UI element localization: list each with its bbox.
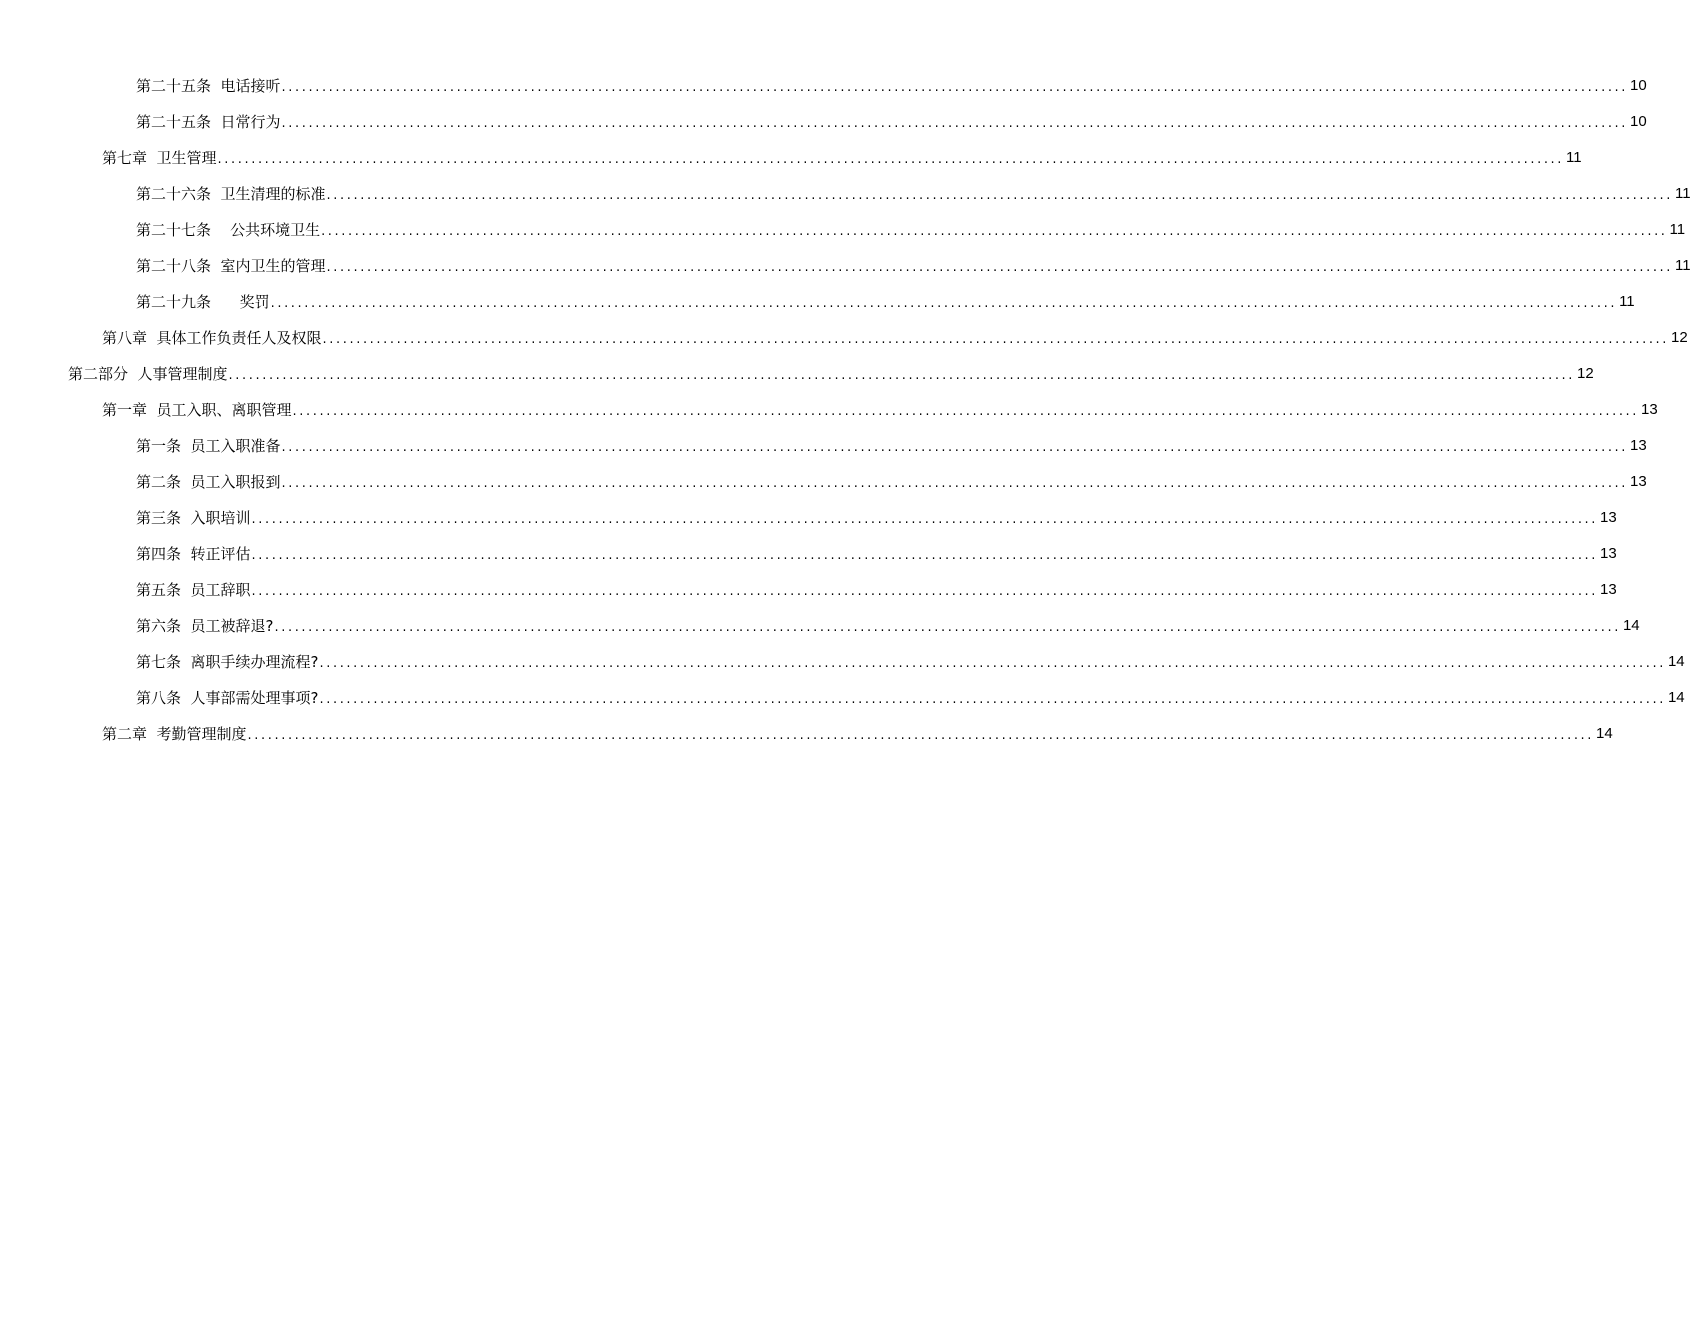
toc-dot-leader: ........................................................................................................................................................................................................ [228,368,1576,383]
toc-entry-page: 12 [1577,365,1594,382]
toc-dot-leader: ........................................................................................................................................................................................................ [322,332,1670,347]
toc-dot-leader: ........................................................................................................................................................................................................ [319,692,1666,707]
toc-entry-title: 第八条 人事部需处理事项? [136,689,319,707]
toc-entry-title: 第一条 员工入职准备 [136,437,281,455]
toc-entry-page: 13 [1600,509,1617,526]
toc-dot-leader: ........................................................................................................................................................................................................ [292,404,1640,419]
toc-dot-leader: ........................................................................................................................................................................................................ [251,548,1599,563]
toc-entry-title: 第六条 员工被辞退? [136,617,274,635]
toc-dot-leader: ........................................................................................................................................................................................................ [281,80,1629,95]
toc-dot-leader: ........................................................................................................................................................................................................ [274,620,1621,635]
toc-entry-page: 13 [1600,545,1617,562]
toc-dot-leader: ........................................................................................................................................................................................................ [326,188,1674,203]
toc-entry[interactable] [0,644,1685,680]
toc-entry[interactable] [0,716,1613,752]
toc-entry[interactable] [0,608,1640,644]
toc-entry-title: 第二条 员工入职报到 [136,473,281,491]
toc-entry-title: 第三条 入职培训 [136,509,251,527]
toc-entry-title: 第二十五条 电话接听 [136,77,281,95]
toc-dot-leader: ........................................................................................................................................................................................................ [326,260,1674,275]
toc-dot-leader: ........................................................................................................................................................................................................ [319,656,1666,671]
toc-entry-title: 第二十九条 奖罚 [136,293,270,311]
toc-entry[interactable] [0,284,1635,320]
toc-entry-page: 10 [1630,113,1647,130]
toc-dot-leader: ........................................................................................................................................................................................................ [270,296,1618,311]
toc-dot-leader: ........................................................................................................................................................................................................ [217,152,1565,167]
toc-dot-leader: ........................................................................................................................................................................................................ [281,116,1629,131]
toc-entry[interactable] [0,392,1658,428]
toc-entry-title: 第二章 考勤管理制度 [102,725,247,743]
toc-entry-title: 第二部分 人事管理制度 [68,365,228,383]
toc-entry[interactable] [0,572,1617,608]
toc-dot-leader: ........................................................................................................................................................................................................ [251,584,1599,599]
toc-entry-title: 第七条 离职手续办理流程? [136,653,319,671]
toc-entry[interactable] [0,212,1686,248]
toc-entry[interactable] [0,500,1617,536]
toc-entry-page: 11 [1619,293,1635,310]
table-of-contents [0,68,1691,752]
toc-entry-page: 13 [1600,581,1617,598]
toc-entry-page: 11 [1675,185,1691,202]
toc-entry-title: 第五条 员工辞职 [136,581,251,599]
toc-entry-title: 第七章 卫生管理 [102,149,217,167]
toc-entry-title: 第二十五条 日常行为 [136,113,281,131]
toc-entry[interactable] [0,428,1647,464]
toc-entry-page: 10 [1630,77,1647,94]
toc-entry-title: 第一章 员工入职、离职管理 [102,401,292,419]
toc-entry[interactable] [0,320,1688,356]
toc-entry[interactable] [0,356,1594,392]
toc-entry[interactable] [0,176,1691,212]
toc-entry[interactable] [0,248,1691,284]
toc-entry[interactable] [0,680,1685,716]
toc-dot-leader: ........................................................................................................................................................................................................ [281,476,1629,491]
toc-dot-leader: ........................................................................................................................................................................................................ [281,440,1629,455]
toc-entry-title: 第二十八条 室内卫生的管理 [136,257,326,275]
toc-entry[interactable] [0,140,1582,176]
toc-entry-title: 第二十六条 卫生清理的标准 [136,185,326,203]
toc-entry-page: 12 [1671,329,1688,346]
toc-entry[interactable] [0,536,1617,572]
toc-entry-page: 14 [1596,725,1613,742]
toc-entry-page: 14 [1622,617,1640,634]
toc-entry-page: 14 [1667,653,1685,670]
toc-dot-leader: ........................................................................................................................................................................................................ [251,512,1599,527]
toc-entry-title: 第八章 具体工作负责任人及权限 [102,329,322,347]
toc-entry-page: 13 [1641,401,1658,418]
toc-dot-leader: ........................................................................................................................................................................................................ [321,224,1668,239]
toc-entry[interactable] [0,104,1647,140]
toc-entry-page: 14 [1667,689,1685,706]
toc-entry-page: 13 [1630,437,1647,454]
toc-entry[interactable] [0,68,1647,104]
toc-entry-title: 第二十七条 公共环境卫生 [136,221,321,239]
toc-entry-page: 11 [1566,149,1582,166]
toc-entry-page: 13 [1630,473,1647,490]
toc-entry-title: 第四条 转正评估 [136,545,251,563]
toc-entry[interactable] [0,464,1647,500]
toc-entry-page: 11 [1669,221,1686,238]
toc-dot-leader: ........................................................................................................................................................................................................ [247,728,1595,743]
toc-entry-page: 11 [1675,257,1691,274]
